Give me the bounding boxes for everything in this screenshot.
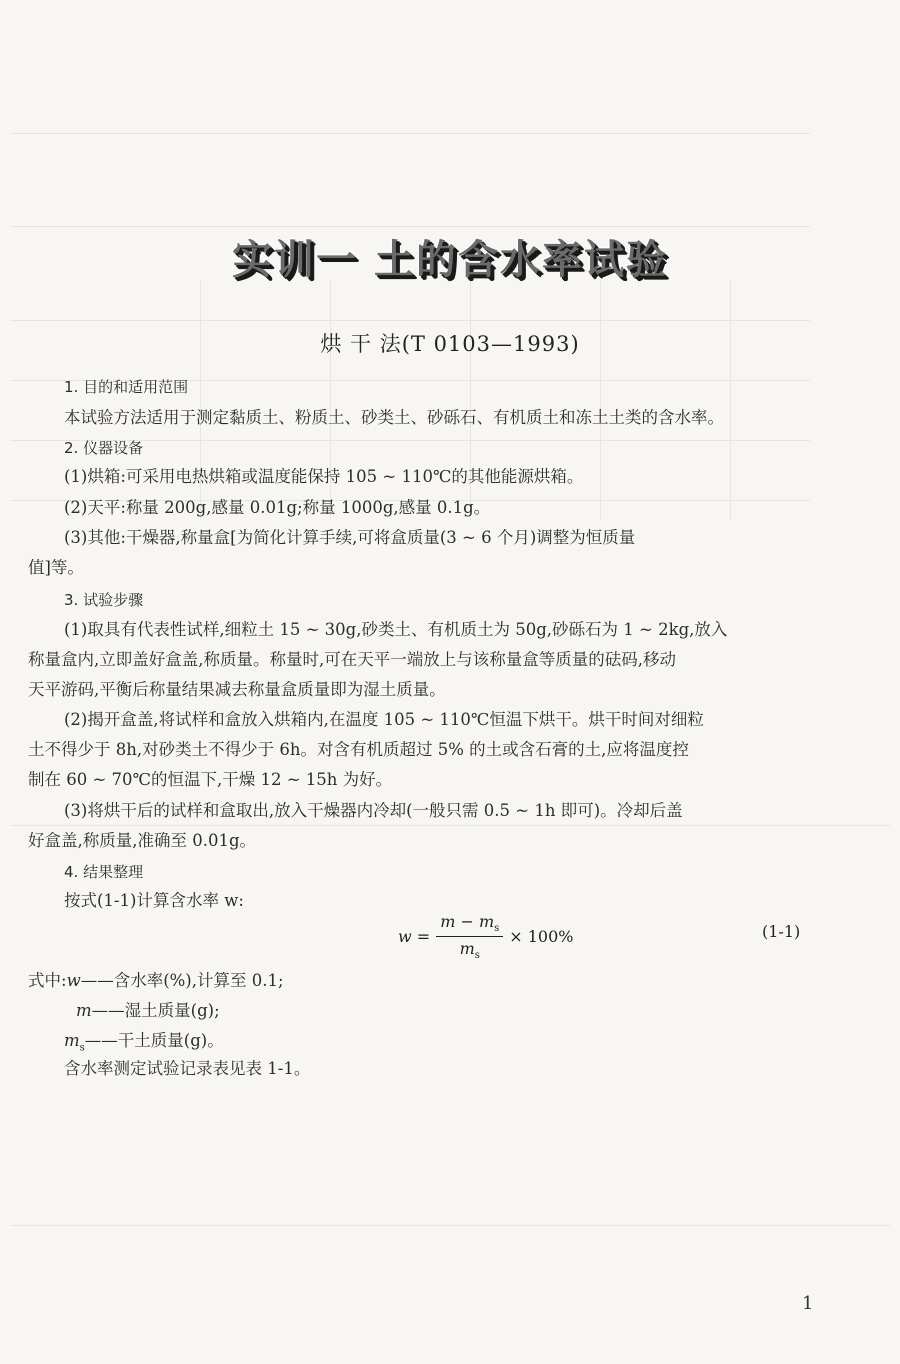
equipment-item-other-line2: 值]等。 — [28, 558, 84, 577]
results-intro: 按式(1-1)计算含水率 w: — [64, 891, 244, 910]
definition-ms: $m_s——$干土质量(g)。 — [64, 1031, 224, 1054]
section-heading-purpose: 1. 目的和适用范围 — [64, 378, 189, 396]
formula-fraction — [436, 912, 503, 961]
procedure-step1-line2: 称量盒内,立即盖好盒盖,称质量。称量时,可在天平一端放上与该称量盒等质量的砝码,移动 — [28, 650, 676, 669]
section-heading-results: 4. 结果整理 — [64, 863, 144, 881]
equipment-item-other-line1: (3)其他:干燥器,称量盒[为简化计算手续,可将盒质量(3 ~ 6 个月)调整为恒质量 — [64, 528, 636, 547]
equation-number: (1-1) — [762, 922, 801, 941]
table-reference: 含水率测定试验记录表见表 1-1。 — [64, 1059, 311, 1078]
section-heading-equipment: 2. 仪器设备 — [64, 439, 144, 457]
formula-factor: × 100% — [509, 927, 574, 947]
procedure-step2-line3: 制在 60 ~ 70℃的恒温下,干燥 12 ~ 15h 为好。 — [28, 770, 393, 789]
procedure-step2-line2: 土不得少于 8h,对砂类土不得少于 6h。对含有机质超过 5% 的土或含石膏的土,应将温度控 — [28, 740, 689, 759]
formula-denominator: $m_s$ — [459, 939, 480, 962]
method-title: 烘 干 法(T 0103—1993) — [320, 332, 580, 356]
formula-numerator: $m - m_s$ — [436, 912, 503, 937]
procedure-step3-line1: (3)将烘干后的试样和盒取出,放入干燥器内冷却(一般只需 0.5 ~ 1h 即可)。冷却后盖 — [64, 801, 683, 820]
definition-w: 式中:w——含水率(%),计算至 0.1; — [28, 971, 284, 990]
definition-m: m——湿土质量(g); — [76, 1001, 220, 1020]
equipment-item-oven: (1)烘箱:可采用电热烘箱或温度能保持 105 ~ 110℃的其他能源烘箱。 — [64, 467, 584, 486]
equipment-item-balance: (2)天平:称量 200g,感量 0.01g;称量 1000g,感量 0.1g。 — [64, 498, 491, 517]
paragraph-purpose: 本试验方法适用于测定黏质土、粉质土、砂类土、砂砾石、有机质土和冻土土类的含水率。 — [64, 408, 724, 427]
water-content-formula — [398, 912, 573, 961]
procedure-step1-line1: (1)取具有代表性试样,细粒土 15 ~ 30g,砂类土、有机质土为 50g,砂砾石为 1 ~ 2kg,放入 — [64, 620, 728, 639]
page-number: 1 — [802, 1293, 814, 1314]
procedure-step2-line1: (2)揭开盒盖,将试样和盒放入烘箱内,在温度 105 ~ 110℃恒温下烘干。烘干时间对细粒 — [64, 710, 704, 729]
procedure-step3-line2: 好盒盖,称质量,准确至 0.01g。 — [28, 831, 257, 850]
procedure-step1-line3: 天平游码,平衡后称量结果减去称量盒质量即为湿土质量。 — [28, 680, 446, 699]
formula-lhs: w = — [398, 927, 431, 947]
chapter-title: 实训一 土的含水率试验 — [232, 237, 668, 283]
section-heading-procedure: 3. 试验步骤 — [64, 591, 144, 609]
